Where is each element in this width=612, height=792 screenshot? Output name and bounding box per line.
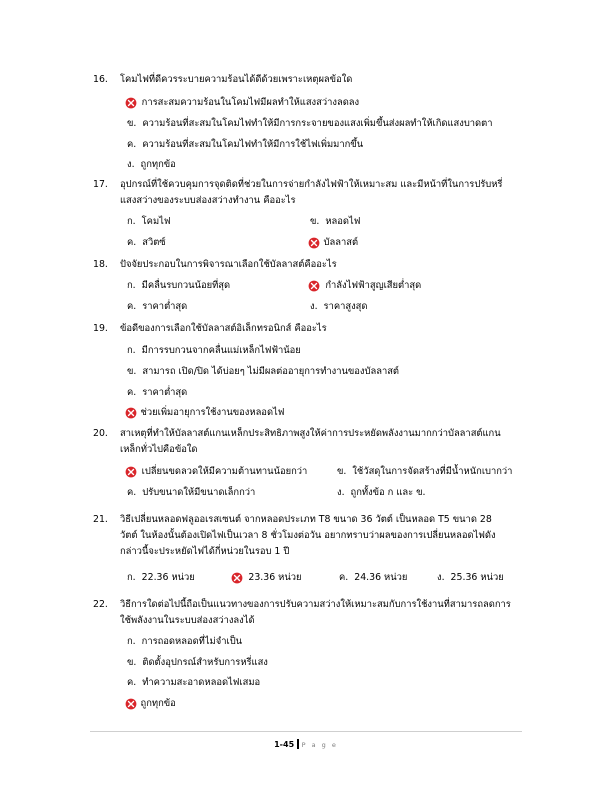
circled-x-icon bbox=[231, 572, 243, 584]
option-text: ใช้วัสดุในการจัดสร้างที่มีน้ำหนักเบากว่า bbox=[352, 466, 513, 477]
option-text: 24.36 หน่วย bbox=[354, 572, 408, 583]
option-text: ติดตั้งอุปกรณ์สำหรับการหรี่แสง bbox=[142, 657, 268, 668]
option-letter: ก. bbox=[127, 280, 136, 291]
answer-option[interactable] bbox=[127, 299, 187, 315]
option-letter: ค. bbox=[127, 139, 137, 150]
option-text: 23.36 หน่วย bbox=[248, 572, 302, 583]
answer-option[interactable] bbox=[127, 95, 359, 111]
answer-option[interactable] bbox=[233, 570, 302, 586]
page-number: 1-45 bbox=[274, 740, 295, 749]
option-letter: ง. bbox=[310, 301, 318, 312]
option-letter: ง. bbox=[127, 159, 135, 170]
question-number: 22. bbox=[93, 599, 108, 610]
answer-option[interactable] bbox=[127, 655, 268, 671]
option-letter: ง. bbox=[337, 487, 345, 498]
question-number: 21. bbox=[93, 514, 108, 525]
answer-option[interactable] bbox=[339, 570, 407, 586]
option-letter: ข. bbox=[127, 118, 137, 129]
option-letter: ค. bbox=[127, 677, 137, 688]
answer-option[interactable] bbox=[337, 485, 426, 501]
circled-x-icon bbox=[125, 698, 137, 710]
answer-option[interactable] bbox=[127, 485, 255, 501]
option-letter: ข. bbox=[127, 366, 137, 377]
answer-option[interactable] bbox=[127, 235, 166, 251]
option-text: กำลังไฟฟ้าสูญเสียต่ำสุด bbox=[325, 280, 422, 291]
option-text: ช่วยเพิ่มอายุการใช้งานของหลอดไฟ bbox=[140, 407, 285, 418]
answer-option[interactable] bbox=[310, 278, 421, 294]
answer-option[interactable] bbox=[337, 464, 512, 480]
question-number: 16. bbox=[93, 74, 108, 85]
option-text: โคมไฟ bbox=[141, 216, 171, 227]
page-word: P a g e bbox=[301, 741, 338, 749]
circled-x-icon bbox=[308, 237, 320, 249]
option-letter: ง. bbox=[437, 572, 445, 583]
answer-option[interactable] bbox=[310, 214, 360, 230]
answer-option[interactable] bbox=[127, 570, 195, 586]
option-letter: ค. bbox=[127, 487, 137, 498]
option-text: ทำความสะอาดหลอดไฟเสมอ bbox=[142, 677, 261, 688]
answer-option[interactable] bbox=[127, 385, 187, 401]
option-letter: ข. bbox=[337, 466, 347, 477]
option-text: 22.36 หน่วย bbox=[141, 572, 195, 583]
option-text: สวิตซ์ bbox=[142, 237, 166, 248]
question-number: 18. bbox=[93, 259, 108, 270]
circled-x-icon bbox=[125, 466, 137, 478]
option-letter: ค. bbox=[127, 301, 137, 312]
circled-x-icon bbox=[308, 280, 320, 292]
question-text: โคมไฟที่ดีควรระบายความร้อนได้ดีด้วยเพราะเหตุผลข้อใด bbox=[120, 74, 353, 85]
option-text: หลอดไฟ bbox=[325, 216, 361, 227]
option-text: มีคลื่นรบกวนน้อยที่สุด bbox=[141, 280, 231, 291]
answer-option[interactable] bbox=[127, 137, 363, 153]
footer-separator bbox=[297, 739, 299, 749]
answer-option[interactable] bbox=[127, 278, 230, 294]
option-text: สามารถ เปิด/ปิด ได้บ่อยๆ ไม่มีผลต่ออายุการทำงานของบัลลาสต์ bbox=[142, 366, 400, 377]
answer-option[interactable] bbox=[127, 405, 284, 421]
option-text: ความร้อนที่สะสมในโคมไฟทำให้มีการใช้ไฟเพิ่มมากขึ้น bbox=[142, 139, 364, 150]
option-letter: ก. bbox=[127, 345, 136, 356]
circled-x-icon bbox=[125, 97, 137, 109]
answer-option[interactable] bbox=[127, 696, 176, 712]
footer-rule bbox=[90, 731, 522, 732]
question-text: อุปกรณ์ที่ใช้ควบคุมการจุดติดที่ช่วยในการจ่ายกำลังไฟฟ้าให้เหมาะสม และมีหน้าที่ในการปรับหรี่แสงสว่างของระบบส่องสว่างทำงาน คืออะไร bbox=[120, 179, 503, 206]
answer-option[interactable] bbox=[127, 364, 399, 380]
option-letter: ค. bbox=[339, 572, 349, 583]
option-letter: ก. bbox=[127, 636, 136, 647]
question-text: วิธีเปลี่ยนหลอดฟลูออเรสเซนต์ จากหลอดประเภท T8 ขนาด 36 วัตต์ เป็นหลอด T5 ขนาด 28 วัตต์ ในห้องนั้นต้องเปิดไฟเป็นเวลา 8 ชั่วโมงต่อวัน อยากทราบว่าผลของการเปลี่ยนหลอดไฟดังกล่าวนี้จะประหยัดไฟได้กี่หน่วยในรอบ 1 ปี bbox=[120, 514, 496, 557]
question-number: 20. bbox=[93, 428, 108, 439]
option-letter: ก. bbox=[127, 572, 136, 583]
option-letter: ค. bbox=[127, 387, 137, 398]
answer-option[interactable] bbox=[310, 235, 358, 251]
option-text: ถูกทั้งข้อ ก และ ข. bbox=[350, 487, 426, 498]
answer-option[interactable] bbox=[127, 343, 301, 359]
answer-option[interactable] bbox=[127, 214, 170, 230]
option-text: ราคาสูงสุด bbox=[323, 301, 368, 312]
option-text: บัลลาสต์ bbox=[323, 237, 359, 248]
question-number: 19. bbox=[93, 323, 108, 334]
option-text: 25.36 หน่วย bbox=[450, 572, 504, 583]
answer-option[interactable] bbox=[127, 464, 307, 480]
option-letter: ข. bbox=[310, 216, 320, 227]
question-text: ข้อดีของการเลือกใช้บัลลาสต์อิเล็กทรอนิกส์ คืออะไร bbox=[120, 323, 327, 334]
option-text: ปรับขนาดให้มีขนาดเล็กกว่า bbox=[142, 487, 256, 498]
page-footer bbox=[0, 739, 612, 749]
question-text: วิธีการใดต่อไปนี้ถือเป็นแนวทางของการปรับความสว่างให้เหมาะสมกับการใช้งานที่สามารถลดการใช้พลังงานในระบบส่องสว่างลงได้ bbox=[120, 599, 511, 626]
answer-option[interactable] bbox=[127, 116, 492, 132]
option-text: มีการรบกวนจากคลื่นแม่เหล็กไฟฟ้าน้อย bbox=[141, 345, 301, 356]
option-text: ถูกทุกข้อ bbox=[140, 159, 176, 170]
option-letter: ก. bbox=[127, 216, 136, 227]
answer-option[interactable] bbox=[127, 157, 176, 173]
question-text: ปัจจัยประกอบในการพิจารณาเลือกใช้บัลลาสต์คืออะไร bbox=[120, 259, 337, 270]
option-text: ความร้อนที่สะสมในโคมไฟทำให้มีการกระจายของแสงเพิ่มขึ้นส่งผลทำให้เกิดแสงบาดตา bbox=[142, 118, 493, 129]
option-letter: ค. bbox=[127, 237, 137, 248]
option-text: ราคาต่ำสุด bbox=[142, 387, 188, 398]
question-text: สาเหตุที่ทำให้บัลลาสต์แกนเหล็กประสิทธิภาพสูงให้ค่าการประหยัดพลังงานมากกว่าบัลลาสต์แกนเหล็กทั่วไปคือข้อใด bbox=[120, 428, 501, 455]
option-text: เปลี่ยนขดลวดให้มีความต้านทานน้อยกว่า bbox=[141, 466, 308, 477]
option-text: การถอดหลอดที่ไม่จำเป็น bbox=[141, 636, 243, 647]
option-text: การสะสมความร้อนในโคมไฟมีผลทำให้แสงสว่างลดลง bbox=[141, 97, 360, 108]
question-number: 17. bbox=[93, 179, 108, 190]
answer-option[interactable] bbox=[127, 675, 260, 691]
answer-option[interactable] bbox=[310, 299, 367, 315]
answer-option[interactable] bbox=[437, 570, 504, 586]
option-letter: ข. bbox=[127, 657, 137, 668]
circled-x-icon bbox=[125, 407, 137, 419]
answer-option[interactable] bbox=[127, 634, 242, 650]
option-text: ราคาต่ำสุด bbox=[142, 301, 188, 312]
option-text: ถูกทุกข้อ bbox=[140, 698, 176, 709]
